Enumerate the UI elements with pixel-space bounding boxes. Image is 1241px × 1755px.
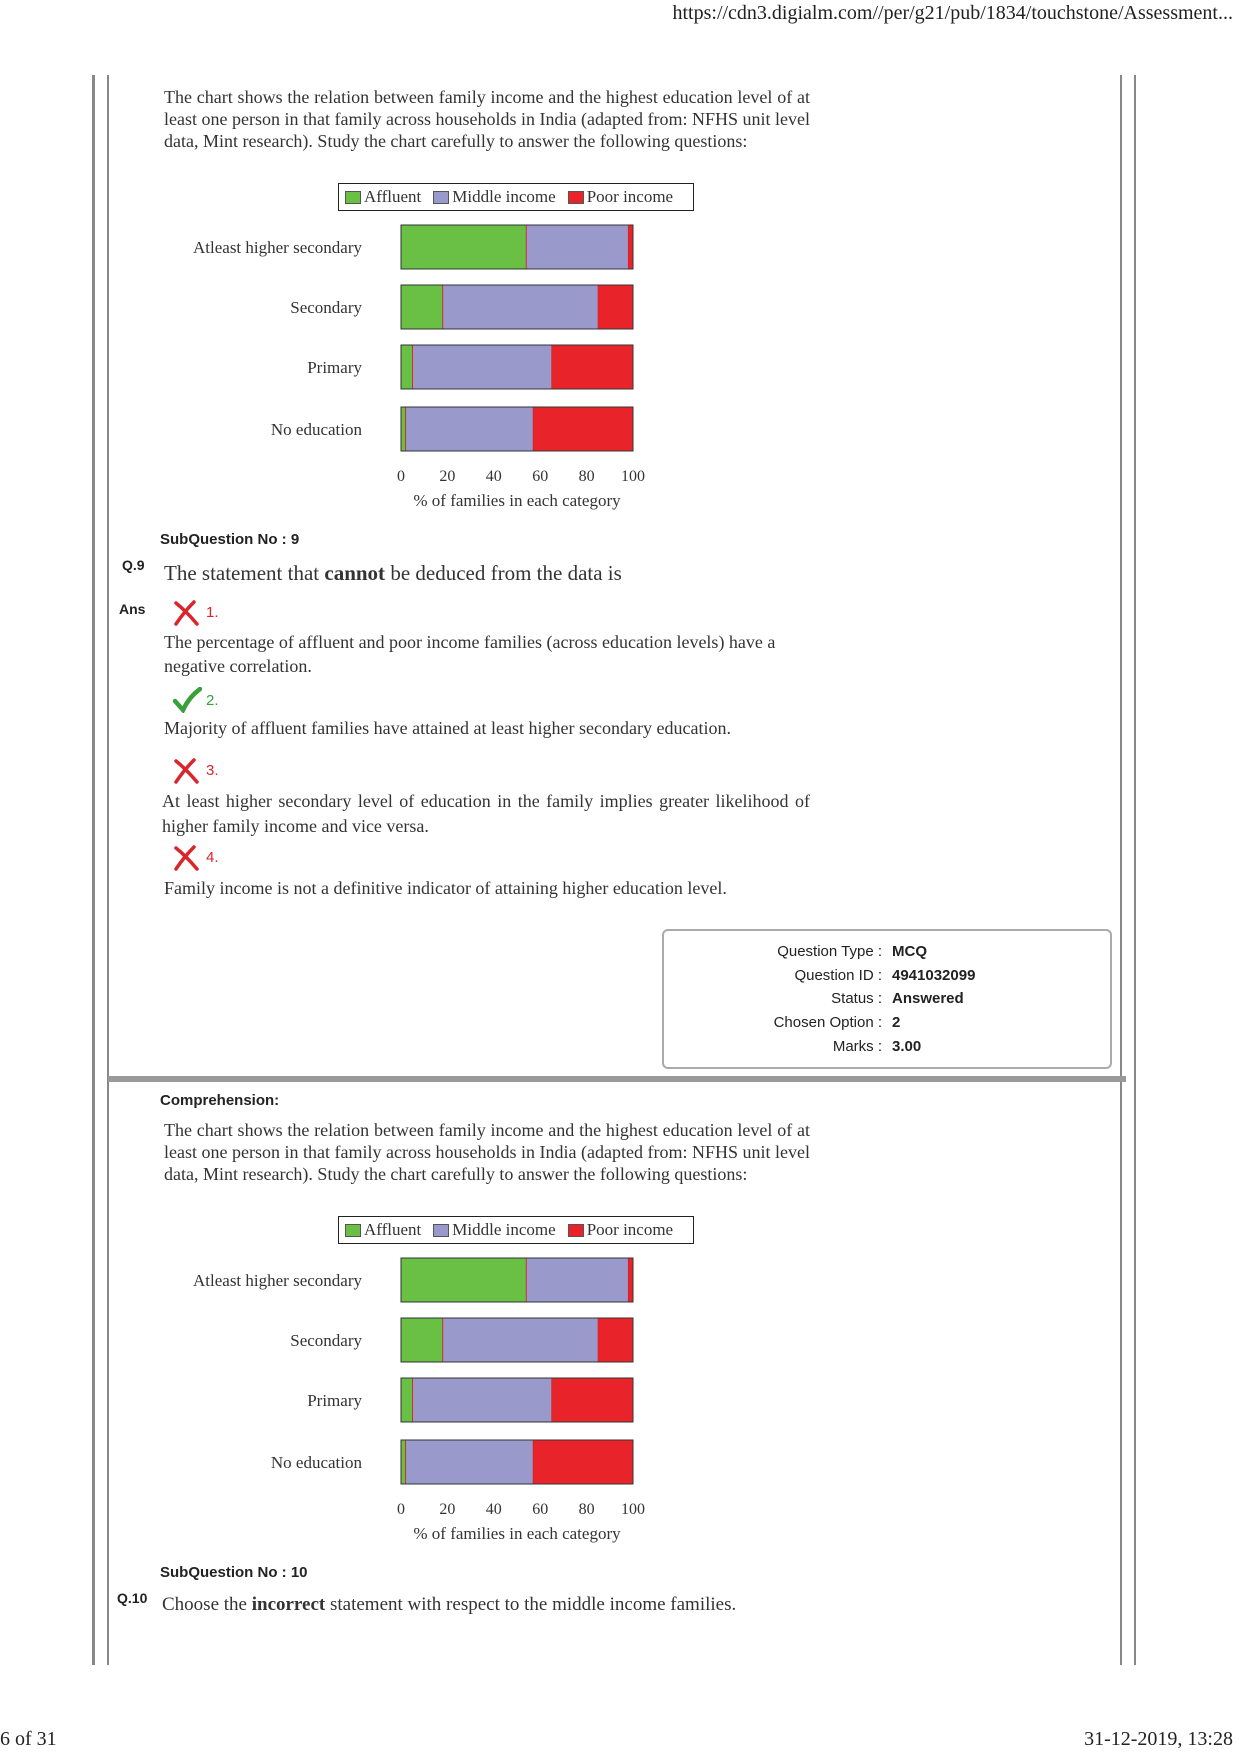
legend-label-affluent: Affluent	[364, 187, 422, 206]
category-label: Secondary	[290, 298, 362, 317]
question-10-text	[162, 1594, 736, 1616]
cross-icon	[172, 758, 200, 784]
info-chosen-label: Chosen Option :	[773, 1014, 882, 1031]
subquestion-10-label: SubQuestion No : 10	[160, 1564, 308, 1581]
x-tick-label: 40	[485, 1501, 502, 1518]
info-question-id	[664, 967, 1110, 989]
x-tick-label: 0	[397, 1501, 405, 1518]
x-tick-label: 40	[485, 468, 502, 485]
page-url: https://cdn3.digialm.com//per/g21/pub/1834/touchstone/Assessment...	[672, 2, 1233, 24]
info-marks	[664, 1038, 1110, 1060]
x-axis-label: % of families in each category	[413, 491, 621, 510]
legend-label-poor: Poor income	[586, 187, 674, 206]
bar-segment-poor-income	[533, 407, 633, 451]
legend-swatch-poor	[568, 191, 584, 204]
question-10-number: Q.10	[117, 1590, 148, 1606]
info-type-label: Question Type :	[777, 943, 882, 960]
option-2-number: 2.	[206, 692, 219, 709]
bar-segment-poor-income	[598, 285, 633, 329]
bar-segment-poor-income	[598, 1318, 633, 1362]
option-3-marker	[172, 758, 219, 789]
legend-label-affluent-2: Affluent	[364, 1220, 422, 1239]
bar-segment-middle-income	[443, 285, 598, 329]
passage-text-2: The chart shows the relation between family income and the highest education level of at least one person in that family across households in India (adapted from: NFHS unit level data, Mint research). Study the chart carefully to answer the following questions:	[164, 1120, 810, 1184]
info-id-value: 4941032099	[892, 967, 976, 984]
bar-segment-affluent	[401, 225, 526, 269]
info-type-value: MCQ	[892, 943, 927, 960]
question-10-text-b: statement with respect to the middle income families.	[325, 1594, 737, 1615]
legend-label-poor-2: Poor income	[586, 1220, 674, 1239]
option-3-number: 3.	[206, 762, 219, 779]
option-4-number: 4.	[206, 849, 219, 866]
bar-segment-middle-income	[526, 1258, 628, 1302]
question-9-text-bold: cannot	[324, 561, 386, 585]
bar-segment-middle-income	[443, 1318, 598, 1362]
cross-icon	[172, 600, 200, 626]
subquestion-9-label: SubQuestion No : 9	[160, 531, 300, 548]
stacked-bar-chart-2	[150, 1248, 670, 1548]
bar-segment-affluent	[401, 407, 406, 451]
question-info-box	[662, 929, 1112, 1069]
info-question-type	[664, 943, 1110, 965]
legend-label-middle-2: Middle income	[452, 1220, 556, 1239]
chart-legend	[338, 183, 694, 211]
cross-icon	[172, 845, 200, 871]
frame-right-outer	[1134, 75, 1136, 1665]
info-id-label: Question ID :	[794, 967, 882, 984]
x-tick-label: 20	[439, 1501, 456, 1518]
frame-left-outer	[92, 75, 95, 1665]
question-9-text-a: The statement that	[164, 561, 325, 585]
info-status-label: Status :	[831, 990, 882, 1007]
option-2-text: Majority of affluent families have attained at least higher secondary education.	[164, 718, 731, 738]
legend-label-middle: Middle income	[452, 187, 556, 206]
legend-swatch-poor-2	[568, 1224, 584, 1237]
bar-segment-affluent	[401, 1258, 526, 1302]
bar-segment-middle-income	[413, 345, 552, 389]
x-tick-label: 100	[621, 468, 645, 485]
bar-segment-affluent	[401, 1318, 443, 1362]
comprehension-label: Comprehension:	[160, 1092, 280, 1109]
x-tick-label: 0	[397, 468, 405, 485]
frame-left-inner	[107, 75, 109, 1665]
category-label: Atleast higher secondary	[193, 1271, 362, 1290]
bar-segment-poor-income	[628, 225, 633, 269]
category-label: No education	[270, 420, 362, 439]
question-9-number: Q.9	[122, 557, 145, 573]
page-number: 6 of 31	[0, 1728, 57, 1750]
info-status-value: Answered	[892, 990, 964, 1007]
bar-segment-affluent	[401, 1378, 413, 1422]
category-label: Atleast higher secondary	[193, 238, 362, 257]
question-10-text-a: Choose the	[162, 1594, 252, 1615]
bar-segment-affluent	[401, 1440, 406, 1484]
stacked-bar-chart	[150, 215, 670, 515]
bar-segment-affluent	[401, 345, 413, 389]
info-chosen-option	[664, 1014, 1110, 1036]
option-1-marker	[172, 600, 219, 631]
option-1-number: 1.	[206, 604, 219, 621]
legend-swatch-middle-2	[433, 1224, 449, 1237]
x-tick-label: 60	[532, 468, 549, 485]
bar-segment-poor-income	[552, 345, 633, 389]
bar-segment-poor-income	[552, 1378, 633, 1422]
bar-segment-poor-income	[533, 1440, 633, 1484]
option-4-marker	[172, 845, 219, 876]
x-tick-label: 80	[578, 1501, 595, 1518]
x-tick-label: 100	[621, 1501, 645, 1518]
question-9-text	[164, 561, 622, 586]
bar-segment-middle-income	[413, 1378, 552, 1422]
category-label: Primary	[307, 1391, 362, 1410]
legend-swatch-affluent	[345, 191, 361, 204]
frame-right-inner	[1120, 75, 1122, 1665]
option-3-text: At least higher secondary level of education in the family implies greater likelihood of higher family income and vice versa.	[162, 791, 810, 836]
x-axis-label: % of families in each category	[413, 1524, 621, 1543]
print-datetime: 31-12-2019, 13:28	[1084, 1728, 1233, 1750]
info-chosen-value: 2	[892, 1014, 901, 1031]
chart-legend-2	[338, 1216, 694, 1244]
question-10-text-bold: incorrect	[251, 1594, 326, 1615]
bar-segment-middle-income	[526, 225, 628, 269]
legend-swatch-affluent-2	[345, 1224, 361, 1237]
category-label: Primary	[307, 358, 362, 377]
x-tick-label: 20	[439, 468, 456, 485]
option-2-marker	[172, 687, 219, 718]
answer-label: Ans	[119, 601, 146, 617]
bar-segment-middle-income	[406, 1440, 534, 1484]
info-marks-value: 3.00	[892, 1038, 922, 1055]
info-marks-label: Marks :	[832, 1038, 882, 1055]
category-label: Secondary	[290, 1331, 362, 1350]
question-9-text-b: be deduced from the data is	[385, 561, 622, 585]
passage-text: The chart shows the relation between family income and the highest education level of at least one person in that family across households in India (adapted from: NFHS unit level data, Mint research). Study the chart carefully to answer the following questions:	[164, 87, 810, 151]
option-4-text: Family income is not a definitive indicator of attaining higher education level.	[164, 878, 727, 898]
legend-swatch-middle	[433, 191, 449, 204]
option-1-text: The percentage of affluent and poor income families (across education levels) have a negative correlation.	[164, 632, 776, 676]
category-label: No education	[270, 1453, 362, 1472]
bar-segment-poor-income	[628, 1258, 633, 1302]
info-status	[664, 990, 1110, 1012]
bar-segment-affluent	[401, 285, 443, 329]
x-tick-label: 80	[578, 468, 595, 485]
bar-segment-middle-income	[406, 407, 534, 451]
x-tick-label: 60	[532, 1501, 549, 1518]
check-icon	[172, 687, 202, 713]
section-separator	[108, 1076, 1126, 1082]
